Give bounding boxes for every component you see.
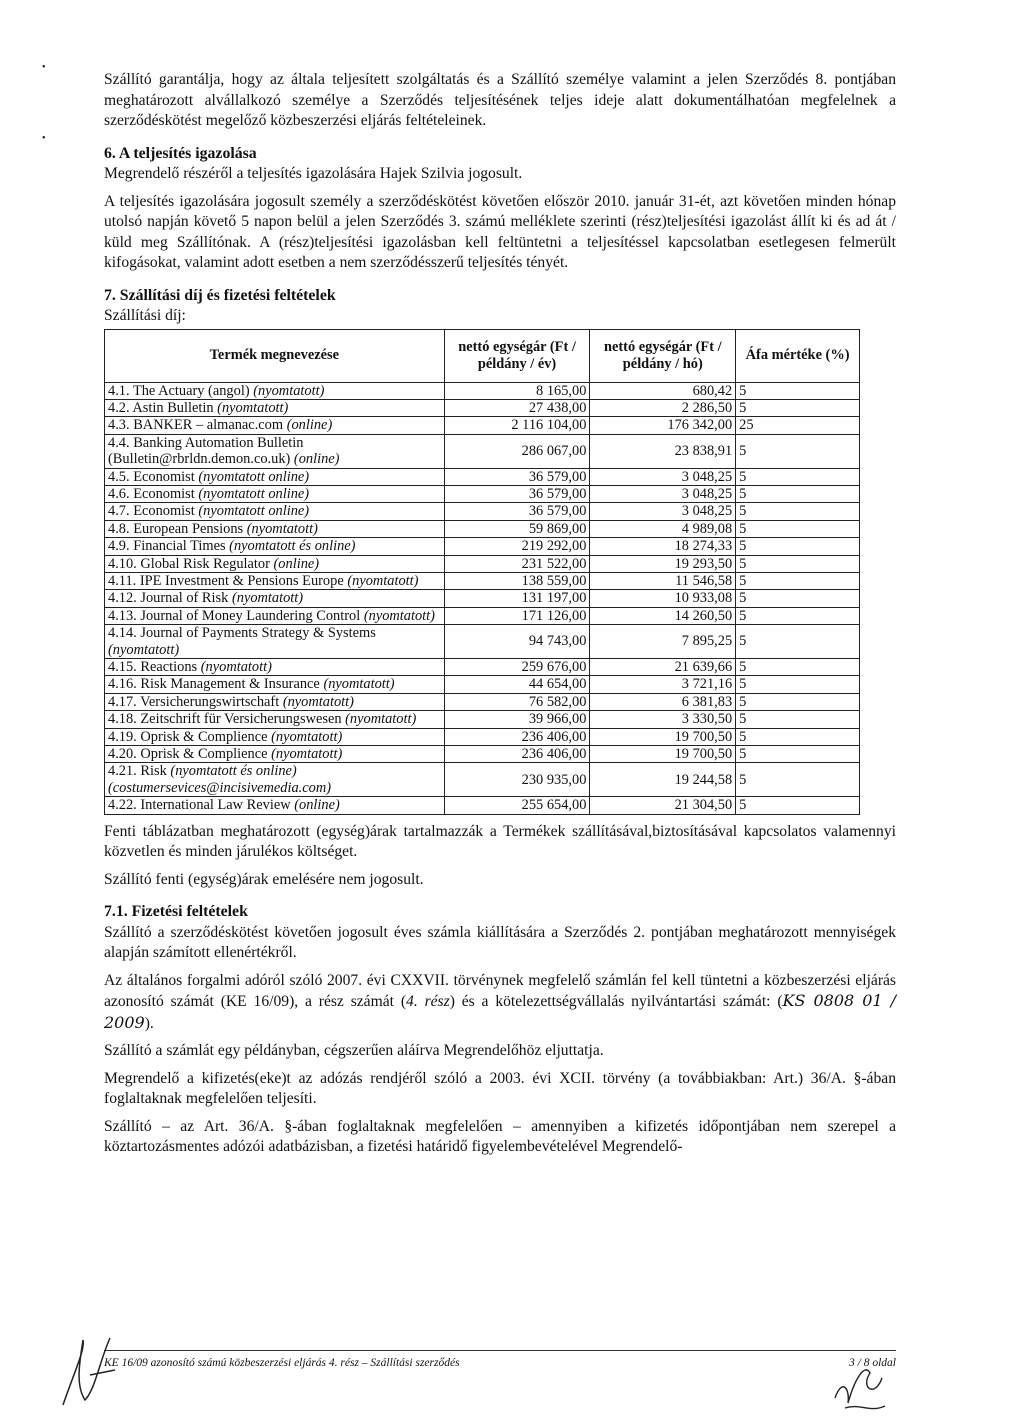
net-price-year: 230 935,00	[444, 763, 590, 797]
net-price-month: 3 048,25	[590, 503, 736, 520]
vat-text-c: ).	[144, 1014, 154, 1032]
product-name: 4.16. Risk Management & Insurance (nyomtatott)	[105, 676, 445, 693]
product-name: 4.18. Zeitschrift für Versicherungswesen (nyomtatott)	[105, 711, 445, 728]
net-price-year: 219 292,00	[444, 538, 590, 555]
net-price-month: 18 274,33	[590, 538, 736, 555]
net-price-month: 6 381,83	[590, 693, 736, 710]
net-price-year: 171 126,00	[444, 607, 590, 624]
part-number: 4. rész	[406, 993, 450, 1011]
signature-left	[55, 1330, 125, 1410]
net-price-year: 231 522,00	[444, 555, 590, 572]
net-price-month: 21 639,66	[590, 659, 736, 676]
product-name: 4.6. Economist (nyomtatott online)	[105, 485, 445, 502]
table-row	[105, 693, 860, 710]
table-row	[105, 503, 860, 520]
vat-rate: 5	[736, 468, 860, 485]
net-price-year: 286 067,00	[444, 434, 590, 468]
table-row	[105, 711, 860, 728]
product-name: 4.19. Oprisk & Complience (nyomtatott)	[105, 728, 445, 745]
vat-rate: 5	[736, 797, 860, 814]
net-price-month: 3 048,25	[590, 485, 736, 502]
vat-rate: 5	[736, 520, 860, 537]
table-row	[105, 590, 860, 607]
scan-mark: •	[42, 133, 46, 144]
section-7-heading: 7. Szállítási díj és fizetési feltételek	[104, 286, 336, 304]
net-price-month: 176 342,00	[590, 417, 736, 434]
vat-rate: 5	[736, 728, 860, 745]
product-name: 4.9. Financial Times (nyomtatott és online)	[105, 538, 445, 555]
product-name: 4.5. Economist (nyomtatott online)	[105, 468, 445, 485]
net-price-year: 76 582,00	[444, 693, 590, 710]
vat-rate: 5	[736, 693, 860, 710]
product-name: 4.3. BANKER – almanac.com (online)	[105, 417, 445, 434]
vat-rate: 5	[736, 625, 860, 659]
product-name: 4.17. Versicherungswirtschaft (nyomtatott)	[105, 693, 445, 710]
vat-rate: 5	[736, 590, 860, 607]
table-row	[105, 676, 860, 693]
scan-mark: •	[42, 62, 46, 73]
vat-rate: 5	[736, 485, 860, 502]
net-price-year: 94 743,00	[444, 625, 590, 659]
net-price-year: 44 654,00	[444, 676, 590, 693]
section-6-paragraph-2: A teljesítés igazolására jogosult személy a szerződéskötést követően először 2010. január 31-ét, azt követően minden hónap utolsó napján követő 5 napon belül a jelen Szerződés 3. számú melléklete szerinti (rész)teljesítési igazolást állít ki és ad át / küld meg Szállítónak. A (rész)teljesítési igazolásban kell feltüntetni a teljesítéssel kapcsolatban esetlegesen felmerült kifogásokat, valamint adott esetben a nem szerződésszerű teljesítés tényét.	[104, 192, 896, 271]
document-page	[104, 70, 896, 1158]
section-7-subheading: Szállítási díj:	[104, 307, 186, 324]
table-row	[105, 538, 860, 555]
section-6-heading: 6. A teljesítés igazolása	[104, 144, 257, 162]
table-row	[105, 797, 860, 814]
page-footer	[104, 1350, 896, 1369]
vat-rate: 5	[736, 676, 860, 693]
handwritten-registry-number: KS 0808 01 / 2009	[104, 991, 897, 1032]
table-row	[105, 728, 860, 745]
table-header-row	[105, 329, 860, 382]
vat-rate: 5	[736, 572, 860, 589]
vat-rate: 5	[736, 659, 860, 676]
intro-paragraph: Szállító garantálja, hogy az általa teljesített szolgáltatás és a Szállító személye valamint a jelen Szerződés 8. pontjában meghatározott alvállalkozó személye a Szerződés teljesítésének teljes ideje alatt dokumentálhatóan megfelelnek a szerződéskötést megelőző közbeszerzési eljárás feltételeinek.	[104, 71, 896, 129]
net-price-month: 11 546,58	[590, 572, 736, 589]
net-price-month: 2 286,50	[590, 399, 736, 416]
net-price-month: 3 330,50	[590, 711, 736, 728]
product-name: 4.10. Global Risk Regulator (online)	[105, 555, 445, 572]
vat-rate: 5	[736, 399, 860, 416]
product-name: 4.14. Journal of Payments Strategy & Systems (nyomtatott)	[105, 625, 445, 659]
vat-rate: 5	[736, 538, 860, 555]
section-7-1-paragraph-2	[104, 971, 896, 1035]
vat-rate: 5	[736, 763, 860, 797]
table-row	[105, 434, 860, 468]
table-row	[105, 763, 860, 797]
net-price-year: 36 579,00	[444, 485, 590, 502]
section-7-1-paragraph-3: Szállító a számlát egy példányban, cégszerűen aláírva Megrendelőhöz eljuttatja.	[104, 1042, 604, 1060]
vat-text-b: ) és a kötelezettségvállalás nyilvántartási számát: (	[449, 993, 783, 1011]
price-table	[104, 329, 860, 815]
vat-rate: 5	[736, 434, 860, 468]
net-price-year: 2 116 104,00	[444, 417, 590, 434]
net-price-year: 138 559,00	[444, 572, 590, 589]
section-7-1-paragraph-4: Megrendelő a kifizetés(eke)t az adózás rendjéről szóló a 2003. évi XCII. törvény (a továbbiakban: Art.) 36/A. §-ában foglaltaknak megfelelően teljesíti.	[104, 1069, 896, 1108]
net-price-year: 131 197,00	[444, 590, 590, 607]
footer-page-number: 3 / 8 oldal	[849, 1357, 896, 1369]
section-7-1-heading: 7.1. Fizetési feltételek	[104, 903, 248, 921]
vat-rate: 5	[736, 382, 860, 399]
vat-rate: 5	[736, 607, 860, 624]
table-row	[105, 746, 860, 763]
product-name: 4.8. European Pensions (nyomtatott)	[105, 520, 445, 537]
vat-rate: 5	[736, 503, 860, 520]
net-price-year: 236 406,00	[444, 728, 590, 745]
net-price-year: 36 579,00	[444, 468, 590, 485]
table-row	[105, 382, 860, 399]
net-price-year: 27 438,00	[444, 399, 590, 416]
vat-rate: 25	[736, 417, 860, 434]
net-price-month: 7 895,25	[590, 625, 736, 659]
net-price-month: 3 048,25	[590, 468, 736, 485]
table-row	[105, 520, 860, 537]
product-name: 4.7. Economist (nyomtatott online)	[105, 503, 445, 520]
header-product: Termék megnevezése	[105, 329, 445, 382]
net-price-month: 14 260,50	[590, 607, 736, 624]
net-price-year: 59 869,00	[444, 520, 590, 537]
net-price-year: 255 654,00	[444, 797, 590, 814]
product-name: 4.2. Astin Bulletin (nyomtatott)	[105, 399, 445, 416]
net-price-month: 10 933,08	[590, 590, 736, 607]
table-row	[105, 555, 860, 572]
net-price-month: 23 838,91	[590, 434, 736, 468]
product-name: 4.22. International Law Review (online)	[105, 797, 445, 814]
product-name: 4.1. The Actuary (angol) (nyomtatott)	[105, 382, 445, 399]
after-table-paragraph-1: Fenti táblázatban meghatározott (egység)árak tartalmazzák a Termékek szállításával,biztosításával kapcsolatos valamennyi közvetlen és minden járulékos költséget.	[104, 822, 896, 861]
header-net-year: nettó egységár (Ft / példány / év)	[444, 329, 590, 382]
signature-right	[830, 1358, 890, 1418]
net-price-month: 680,42	[590, 382, 736, 399]
table-row	[105, 659, 860, 676]
net-price-year: 259 676,00	[444, 659, 590, 676]
table-row	[105, 625, 860, 659]
net-price-month: 19 700,50	[590, 746, 736, 763]
table-row	[105, 399, 860, 416]
table-row	[105, 607, 860, 624]
net-price-month: 3 721,16	[590, 676, 736, 693]
net-price-year: 236 406,00	[444, 746, 590, 763]
product-name: 4.11. IPE Investment & Pensions Europe (nyomtatott)	[105, 572, 445, 589]
vat-text-a: Az általános forgalmi adóról szóló 2007. évi CXXVII. törvénynek megfelelő számlán fel kell tüntetni a közbeszerzési eljárás azonosító számát (KE 16/09), a rész számát (	[104, 971, 896, 1011]
after-table-paragraph-2: Szállító fenti (egység)árak emelésére nem jogosult.	[104, 870, 424, 888]
vat-rate: 5	[736, 746, 860, 763]
table-row	[105, 468, 860, 485]
net-price-month: 19 700,50	[590, 728, 736, 745]
net-price-year: 36 579,00	[444, 503, 590, 520]
product-name: 4.4. Banking Automation Bulletin (Bulletin@rbrldn.demon.co.uk) (online)	[105, 434, 445, 468]
vat-rate: 5	[736, 711, 860, 728]
footer-left: KE 16/09 azonosító számú közbeszerzési eljárás 4. rész – Szállítási szerződés	[104, 1357, 460, 1369]
section-7-1-paragraph-5: Szállító – az Art. 36/A. §-ában foglaltaknak megfelelően – amennyiben a kifizetés időpontjában nem szerepel a köztartozásmentes adózói adatbázisban, a fizetési határidő figyelembevételével Megrendelő-	[104, 1117, 896, 1156]
product-name: 4.21. Risk (nyomtatott és online) (costumersevices@incisivemedia.com)	[105, 763, 445, 797]
table-row	[105, 417, 860, 434]
product-name: 4.15. Reactions (nyomtatott)	[105, 659, 445, 676]
product-name: 4.20. Oprisk & Complience (nyomtatott)	[105, 746, 445, 763]
net-price-month: 19 244,58	[590, 763, 736, 797]
net-price-month: 19 293,50	[590, 555, 736, 572]
net-price-year: 8 165,00	[444, 382, 590, 399]
section-7-1-paragraph-1: Szállító a szerződéskötést követően jogosult éves számla kiállítására a Szerződés 2. pontjában meghatározott mennyiségek alapján számított ellenértékről.	[104, 923, 896, 962]
table-row	[105, 572, 860, 589]
section-6-paragraph-1: Megrendelő részéről a teljesítés igazolására Hajek Szilvia jogosult.	[104, 165, 523, 182]
net-price-month: 21 304,50	[590, 797, 736, 814]
table-row	[105, 485, 860, 502]
header-vat: Áfa mértéke (%)	[736, 329, 860, 382]
product-name: 4.12. Journal of Risk (nyomtatott)	[105, 590, 445, 607]
vat-rate: 5	[736, 555, 860, 572]
net-price-month: 4 989,08	[590, 520, 736, 537]
header-net-month: nettó egységár (Ft / példány / hó)	[590, 329, 736, 382]
product-name: 4.13. Journal of Money Laundering Control (nyomtatott)	[105, 607, 445, 624]
net-price-year: 39 966,00	[444, 711, 590, 728]
